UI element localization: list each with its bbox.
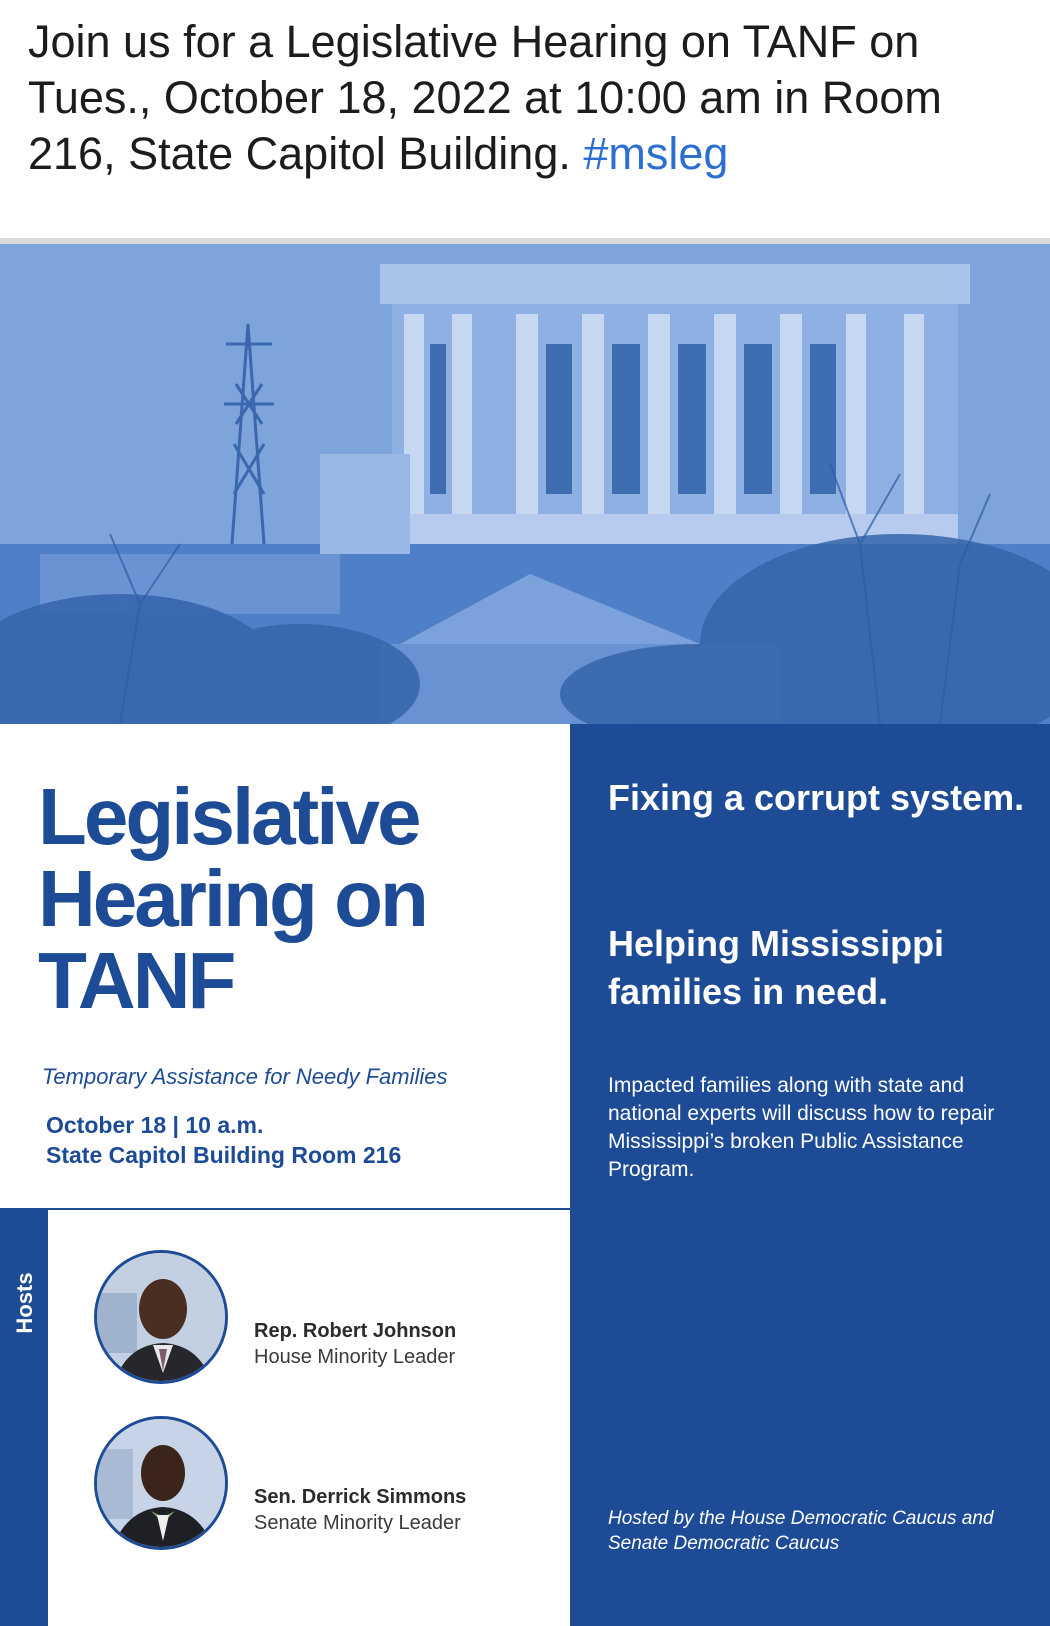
headline-line-3: TANF [38, 936, 234, 1025]
hosts-label: Hosts [12, 1272, 37, 1334]
host-name: Sen. Derrick Simmons [254, 1486, 467, 1508]
host-card [94, 1250, 564, 1390]
event-subtitle: Temporary Assistance for Needy Families [42, 1064, 448, 1089]
capitol-dome-photo [0, 244, 1050, 724]
event-description: Impacted families along with state and national experts will discuss how to repair Mississippi’s broken Public Assistance Program. [608, 1074, 995, 1181]
tagline-fixing: Fixing a corrupt system. [608, 777, 1025, 818]
host-name: Rep. Robert Johnson [254, 1320, 457, 1342]
headline-line-1: Legislative [38, 772, 419, 861]
event-date: October 18 | 10 a.m. [46, 1112, 264, 1138]
post-caption [28, 14, 1028, 182]
message-panel [570, 724, 1050, 1626]
hosts-tab [0, 1210, 48, 1626]
host-role: House Minority Leader [254, 1346, 456, 1368]
avatar [94, 1250, 228, 1384]
hosted-by-note: Hosted by the House Democratic Caucus and Senate Democratic Caucus [608, 1508, 994, 1554]
host-card [94, 1416, 564, 1556]
host-role: Senate Minority Leader [254, 1512, 461, 1534]
hosts-panel [0, 1210, 570, 1626]
event-headline [38, 772, 558, 1025]
hashtag-link[interactable]: #msleg [583, 128, 729, 179]
event-location: State Capitol Building Room 216 [46, 1142, 402, 1168]
headline-panel [0, 724, 570, 1208]
tagline-helping: Helping Mississippi families in need. [608, 923, 945, 1012]
event-flyer-image[interactable] [0, 244, 1050, 1626]
avatar [94, 1416, 228, 1550]
headline-line-2: Hearing on [38, 854, 426, 943]
post-caption-text: Join us for a Legislative Hearing on TANF on Tues., October 18, 2022 at 10:00 am in Room 216, State Capitol Building. [28, 16, 942, 179]
